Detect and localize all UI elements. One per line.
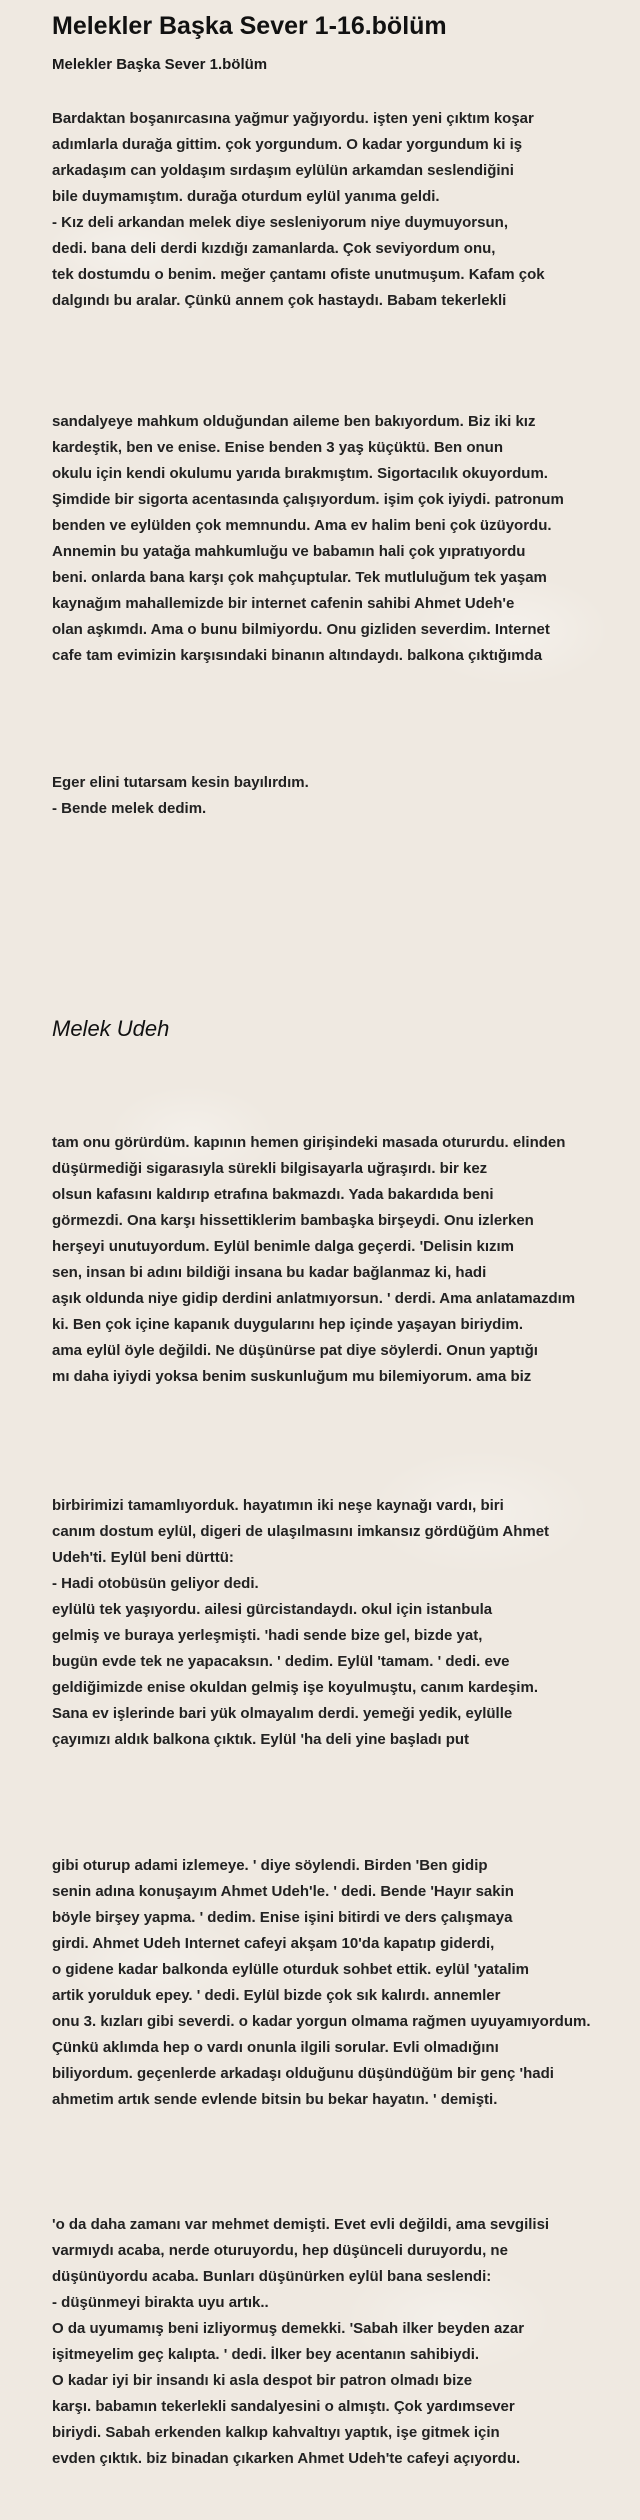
story-paragraph-5: birbirimizi tamamlıyorduk. hayatımın iki neşe kaynağı vardı, biri canım dostum eylül, digeri de ulaşılmasını imkansız gördüğüm Ahmet Udeh'ti. Eylül beni dürttü: - Hadi otobüsün geliyor dedi. eylülü tek yaşıyordu. ailesi gürcistandaydı. okul için istanbula gelmiş ve buraya yerleşmişti. 'hadi sende bize gel, bizde yat, bugün evde tek ne yapacaksın. ' dedim. Eylül 'tamam. ' dedi. eve geldiğimizde enise okuldan gelmiş işe koyulmuştu, canım kardeşim. Sana ev işlerinde bari yük olmayalım derdi. yemeği yedik, eylülle çayımızı aldık balkona çıktık. Eylül 'ha deli yine başladı put bbox=[52, 1497, 550, 1748]
page-title: Melekler Başka Sever 1-16.bölüm bbox=[52, 12, 447, 40]
story-paragraph-4: tam onu görürdüm. kapının hemen girişindeki masada otururdu. elinden düşürmediği sigarasıyla sürekli bilgisayarla uğraşırdı. bir kez olsun kafasını kaldırıp etrafına bakmazdı. Yada bakardıda beni görmezdi. Ona karşı hissettiklerim bambaşka birşeydi. Onu izlerken herşeyi unutuyordum. Eylül benimle dalga geçerdi. 'Delisin kızım sen, insan bi adını bildiği insana bu kadar bağlanmaz ki, hadi aşık oldunda niye gidip derdini anlatmıyorsun. ' derdi. Ama anlatamazdım ki. Ben çok içine kapanık duygularını hep içinde yaşayan biriydim. ama eylül öyle değildi. Ne düşünürse pat diye söylerdi. Onun yaptığı mı daha iyiydi yoksa benim suskunluğum mu bilemiyorum. ama biz bbox=[52, 1134, 576, 1385]
story-paragraph-1: Bardaktan boşanırcasına yağmur yağıyordu. işten yeni çıktım koşar adımlarla durağa gittim. çok yorgundum. O kadar yorgundum ki iş arkadaşım can yoldaşım sırdaşım eylülün arkamdan seslendiğini bile duymamıştım. durağa oturdum eylül yanıma geldi. - Kız deli arkandan melek diye sesleniyorum niye duymuyorsun, dedi. bana deli derdi kızdığı zamanlarda. Çok seviyordum onu, tek dostumdu o benim. meğer çantamı ofiste unutmuşum. Kafam çok dalgındı bu aralar. Çünkü annem çok hastaydı. Babam tekerlekli bbox=[52, 110, 545, 309]
story-paragraph-7: 'o da daha zamanı var mehmet demişti. Evet evli değildi, ama sevgilisi varmıydı acaba, nerde oturuyordu, hep düşünceli duruyordu, ne düşünüyordu acaba. Bunları düşünürken eylül bana seslendi: - düşünmeyi birakta uyu artık.. O da uyumamış beni izliyormuş demekki. 'Sabah ilker beyden azar işitmeyelim geç kalıpta. ' dedi. İlker bey acentanın sahibiydi. O kadar iyi bir insandı ki asla despot bir patron olmadı bize karşı. babamın tekerlekli sandalyesini o almıştı. Çok yardımsever biriydi. Sabah erkenden kalkıp kahvaltıyı yaptık, işe gitmek için evden çıktık. biz binadan çıkarken Ahmet Udeh'te cafeyi açıyordu. bbox=[52, 2216, 550, 2467]
story-paragraph-3: Eger elini tutarsam kesin bayılırdım. - Bende melek dedim. bbox=[52, 774, 309, 817]
chapter-subtitle: Melekler Başka Sever 1.bölüm bbox=[52, 56, 268, 73]
story-paragraph-2: sandalyeye mahkum olduğundan aileme ben bakıyordum. Biz iki kız kardeştik, ben ve enise. Enise benden 3 yaş küçüktü. Ben onun okulu için kendi okulumu yarıda bırakmıştım. Sigortacılık okuyordum. Şimdide bir sigorta acentasında çalışıyordum. işim çok iyiydi. patronum benden ve eylülden çok memnundu. Ama ev halim beni çok üzüyordu. Annemin bu yatağa mahkumluğu ve babamın hali çok yıpratıyordu beni. onlarda bana karşı çok mahçuptular. Tek mutluluğum tek yaşam kaynağım mahallemizde bir internet cafenin sahibi Ahmet Udeh'e olan aşkımdı. Ama o bunu bilmiyordu. Onu gizliden severdim. Internet cafe tam evimizin karşısındaki binanın altındaydı. balkona çıktığımda bbox=[52, 413, 564, 664]
section-heading: Melek Udeh bbox=[52, 1016, 170, 1041]
story-paragraph-6: gibi oturup adami izlemeye. ' diye söylendi. Birden 'Ben gidip senin adına konuşayım Ahmet Udeh'le. ' dedi. Bende 'Hayır sakin böyle birşey yapma. ' dedim. Enise işini bitirdi ve ders çalışmaya girdi. Ahmet Udeh Internet cafeyi akşam 10'da kapatıp giderdi, o gidene kadar balkonda eylülle oturduk sohbet ettik. eylül 'yatalim artik yorulduk epey. ' dedi. Eylül bizde çok sık kalırdı. annemler onu 3. kızları gibi severdi. o kadar yorgun olmama rağmen uyuyamıyordum. Çünkü aklımda hep o vardı onunla ilgili sorular. Evli olmadığını biliyordum. geçenlerde arkadaşı olduğunu düşündüğüm bir genç 'hadi ahmetim artık sende evlende bitsin bu bekar hayatın. ' demişti. bbox=[52, 1857, 591, 2108]
